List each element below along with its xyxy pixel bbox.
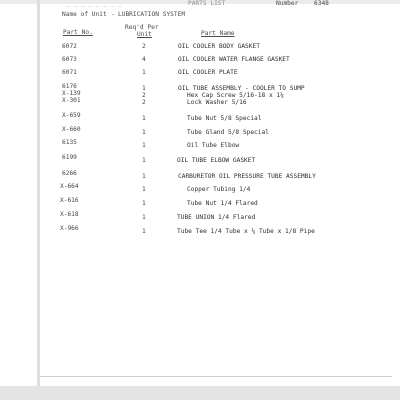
quantity-cell: 1: [142, 115, 146, 122]
part-name-cell: OIL COOLER WATER FLANGE GASKET: [178, 56, 290, 63]
part-name-cell: Hex Cap Screw 5/16-18 x 1¼: [187, 92, 284, 99]
quantity-cell: 1: [142, 214, 146, 221]
number-label: Number: [276, 0, 299, 7]
quantity-cell: 2: [142, 99, 146, 106]
quantity-cell: 1: [142, 142, 146, 149]
part-name-cell: OIL COOLER BODY GASKET: [178, 43, 260, 50]
part-name-cell: OIL TUBE ASSEMBLY - COOLER TO SUMP: [178, 85, 305, 92]
page-bottom-edge: [0, 386, 400, 400]
part-number-cell: X-660: [62, 126, 81, 133]
part-number-cell: X-301: [62, 97, 81, 104]
part-number-cell: 6135: [62, 139, 77, 146]
part-number-cell: X-664: [60, 183, 79, 190]
part-name-cell: Oil Tube Elbow: [187, 142, 240, 149]
part-name-cell: Tube Nut 1/4 Flared: [187, 200, 258, 207]
part-number-cell: X-616: [60, 197, 79, 204]
part-number-cell: 6073: [62, 56, 77, 63]
part-name-cell: Lock Washer 5/16: [187, 99, 247, 106]
quantity-cell: 4: [142, 56, 146, 63]
part-number-cell: 6266: [62, 170, 77, 177]
column-header-reqd-line2: Unit: [137, 31, 152, 38]
part-number-cell: X-659: [62, 112, 81, 119]
part-number-cell: 6199: [62, 154, 77, 161]
part-name-cell: Copper Tubing 1/4: [187, 186, 251, 193]
quantity-cell: 1: [142, 228, 146, 235]
part-name-cell: CARBURETOR OIL PRESSURE TUBE ASSEMBLY: [178, 173, 316, 180]
quantity-cell: 1: [142, 186, 146, 193]
part-number-cell: X-618: [60, 211, 79, 218]
part-name-cell: OIL COOLER PLATE: [178, 69, 238, 76]
part-name-cell: OIL TUBE ELBOW GASKET: [177, 157, 256, 164]
quantity-cell: 1: [142, 157, 146, 164]
part-name-cell: Tube Gland 5/8 Special: [187, 129, 269, 136]
part-number-cell: X-966: [60, 225, 79, 232]
page-fold-line: [40, 376, 392, 377]
quantity-cell: 1: [142, 85, 146, 92]
part-number-cell: 6072: [62, 43, 77, 50]
part-name-cell: Tube Tee 1/4 Tube x ¼ Tube x 1/8 Pipe: [177, 228, 315, 235]
column-header-reqd-line1: Req'd Per: [125, 24, 159, 31]
number-value: 6348: [314, 0, 329, 7]
quantity-cell: 1: [142, 173, 146, 180]
parts-list-title: PARTS LIST: [188, 0, 226, 7]
part-name-cell: TUBE UNION 1/4 Flared: [177, 214, 256, 221]
unit-name-label: Name of Unit: [62, 11, 107, 18]
part-name-cell: Tube Nut 5/8 Special: [187, 115, 262, 122]
quantity-cell: 1: [142, 129, 146, 136]
binding-margin-line: [37, 0, 40, 400]
header-top-left-text: _ _ _ _ _ _ _ _: [66, 0, 122, 7]
column-header-part-no: Part No.: [63, 29, 93, 36]
quantity-cell: 2: [142, 43, 146, 50]
unit-name-separator: -: [111, 11, 115, 18]
part-number-cell: 6071: [62, 69, 77, 76]
quantity-cell: 1: [142, 200, 146, 207]
part-number-cell: 6176: [62, 83, 77, 90]
column-header-part-name: Part Name: [201, 30, 235, 37]
part-number-cell: X-139: [62, 90, 81, 97]
unit-name-value: LUBRICATION SYSTEM: [118, 11, 186, 18]
quantity-cell: 1: [142, 69, 146, 76]
quantity-cell: 2: [142, 92, 146, 99]
